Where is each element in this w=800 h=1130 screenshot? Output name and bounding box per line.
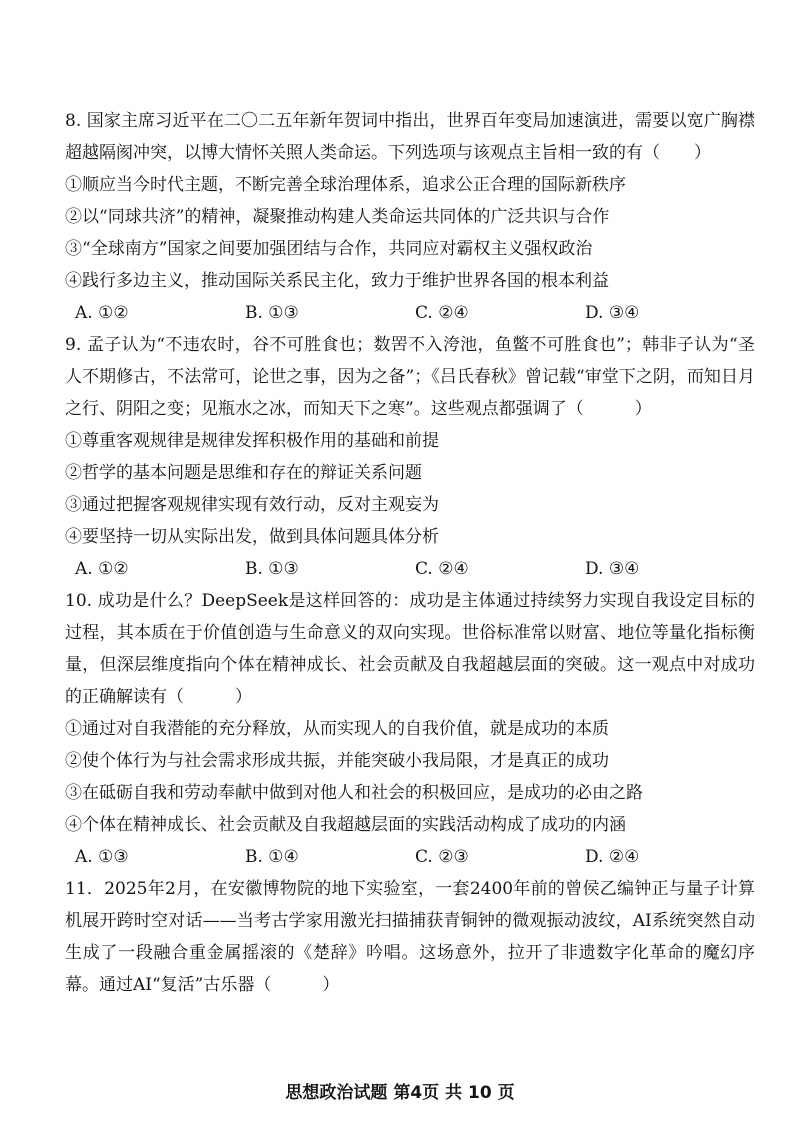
question-8 — [65, 105, 755, 329]
choice-b: B. ①④ — [245, 847, 299, 867]
option-statement: ④要坚持一切从实际出发，做到具体问题具体分析 — [65, 527, 439, 547]
option-statement: ②以“同球共济”的精神，凝聚推动构建人类命运共同体的广泛共识与合作 — [65, 207, 610, 227]
question-stem: 8. 国家主席习近平在二〇二五年新年贺词中指出，世界百年变局加速演进，需要以宽广胸襟超越隔阂冲突，以博大情怀关照人类命运。下列选项与该观点主旨相一致的有（ ） — [65, 111, 755, 163]
choice-a: A. ①② — [75, 559, 129, 579]
option-statement: ①通过对自我潜能的充分释放，从而实现人的自我价值，就是成功的本质 — [65, 719, 609, 739]
question-11 — [65, 873, 755, 1001]
option-statement: ①尊重客观规律是规律发挥积极作用的基础和前提 — [65, 431, 439, 451]
choice-b: B. ①③ — [245, 559, 299, 579]
choice-c: C. ②③ — [415, 847, 469, 867]
question-9 — [65, 329, 755, 585]
choice-a: A. ①③ — [75, 847, 129, 867]
answer-choices — [75, 553, 755, 585]
option-statement: ③“全球南方”国家之间要加强团结与合作，共同应对霸权主义强权政治 — [65, 239, 593, 259]
option-statement: ③在砥砺自我和劳动奉献中做到对他人和社会的积极回应，是成功的必由之路 — [65, 783, 643, 803]
question-stem: 10. 成功是什么？DeepSeek是这样回答的：成功是主体通过持续努力实现自我设定目标的过程，其本质在于价值创造与生命意义的双向实现。世俗标准常以财富、地位等量化指标衡量，但深层维度指向个体在精神成长、社会贡献及自我超越层面的突破。这一观点中对成功的正确解读有（ ） — [65, 591, 755, 707]
choice-c: C. ②④ — [415, 559, 469, 579]
choice-b: B. ①③ — [245, 303, 299, 323]
question-stem: 9. 孟子认为“不违农时，谷不可胜食也；数罟不入洿池，鱼鳖不可胜食也”；韩非子认为“圣人不期修古，不法常可，论世之事，因为之备”；《吕氏春秋》曾记载“审堂下之阴，而知日月之行、阴阳之变；见瓶水之冰，而知天下之寒”。这些观点都强调了（ ） — [65, 335, 755, 419]
choice-d: D. ②④ — [585, 847, 640, 867]
option-statement: ①顺应当今时代主题，不断完善全球治理体系，追求公正合理的国际新秩序 — [65, 175, 626, 195]
choice-d: D. ③④ — [585, 559, 640, 579]
option-statement: ②使个体行为与社会需求形成共振，并能突破小我局限，才是真正的成功 — [65, 751, 609, 771]
option-statement: ②哲学的基本问题是思维和存在的辩证关系问题 — [65, 463, 422, 483]
choice-d: D. ③④ — [585, 303, 640, 323]
choice-c: C. ②④ — [415, 303, 469, 323]
option-statement: ③通过把握客观规律实现有效行动，反对主观妄为 — [65, 495, 439, 515]
choice-a: A. ①② — [75, 303, 129, 323]
question-stem: 11．2025年2月，在安徽博物院的地下实验室，一套2400年前的曾侯乙编钟正与量子计算机展开跨时空对话——当考古学家用激光扫描捕获青铜钟的微观振动波纹，AI系统突然自动生成了一段融合重金属摇滚的《楚辞》吟唱。这场意外，拉开了非遗数字化革命的魔幻序幕。通过AI“复活”古乐器（ ） — [65, 879, 755, 995]
answer-choices — [75, 841, 755, 873]
page-footer: 思想政治试题 第4页 共 10 页 — [285, 1083, 515, 1103]
question-list — [65, 105, 755, 1001]
option-statement: ④践行多边主义，推动国际关系民主化，致力于维护世界各国的根本利益 — [65, 271, 609, 291]
answer-choices — [75, 297, 755, 329]
question-10 — [65, 585, 755, 873]
option-statement: ④个体在精神成长、社会贡献及自我超越层面的实践活动构成了成功的内涵 — [65, 815, 626, 835]
